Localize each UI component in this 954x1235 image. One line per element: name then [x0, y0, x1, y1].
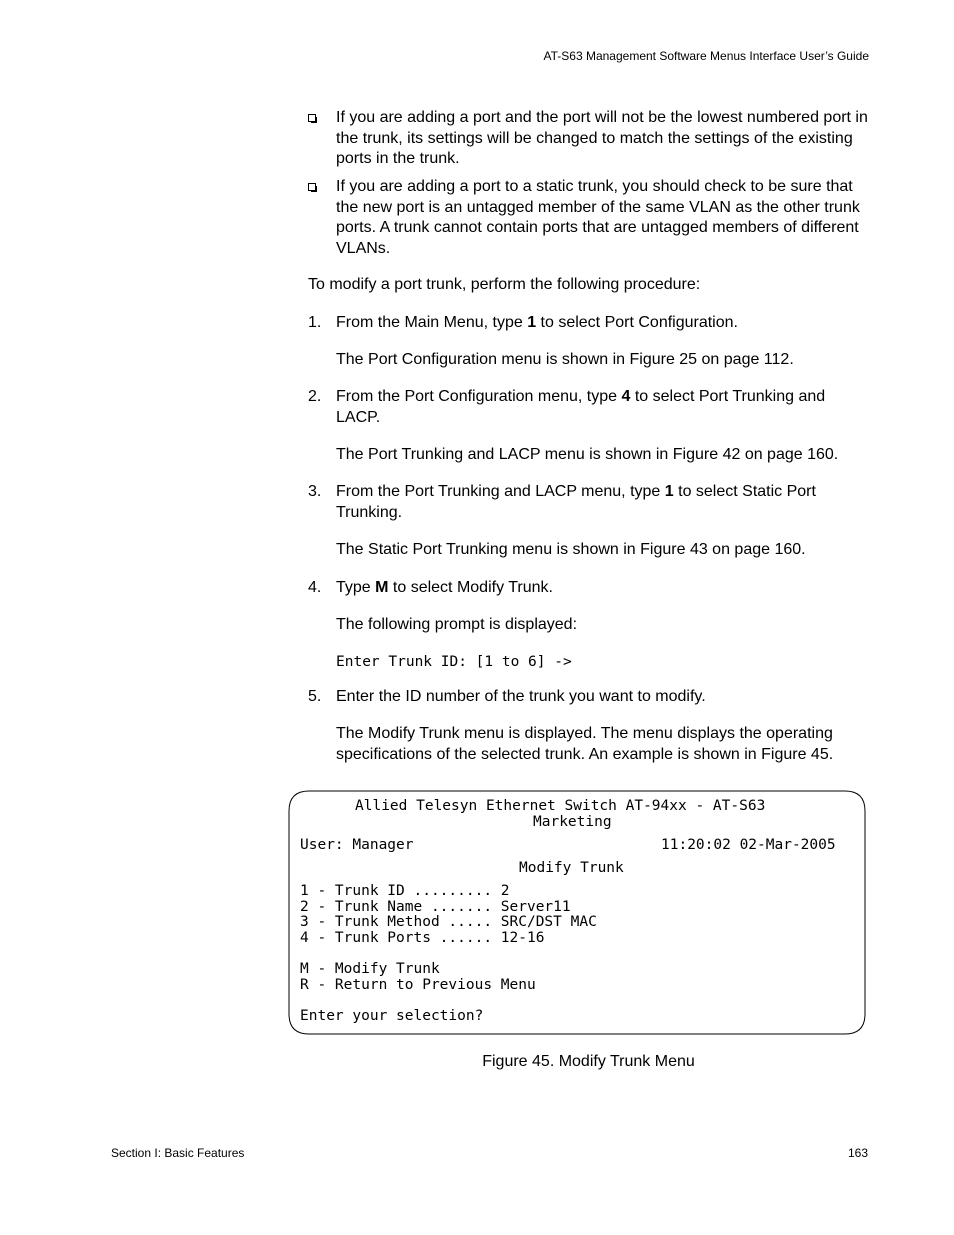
figure-caption: Figure 45. Modify Trunk Menu: [482, 1053, 695, 1070]
trunk-id-prompt: Enter Trunk ID: [1 to 6] ->: [336, 654, 572, 670]
step-text: Type: [336, 579, 376, 596]
step-note: The Static Port Trunking menu is shown in Figure 43 on page 160.: [336, 541, 806, 558]
step-text: From the Port Trunking and LACP menu, type: [336, 483, 665, 500]
step-4: [308, 578, 873, 599]
terminal-menu-item: 1 - Trunk ID ......... 2: [300, 883, 510, 899]
step-text: to select Static Port Trunking.: [336, 483, 816, 521]
step-number: 4.: [308, 579, 322, 596]
step-text: From the Port Configuration menu, type: [336, 388, 622, 405]
step-key: 1: [664, 483, 674, 500]
terminal-command: R - Return to Previous Menu: [300, 977, 536, 993]
footer-section: Section I: Basic Features: [111, 1146, 245, 1160]
step-3: [308, 482, 873, 523]
terminal-screen: [287, 790, 867, 1035]
checkbox-bullet-icon: [308, 114, 316, 122]
step-key: 1: [527, 314, 537, 331]
step-key: M: [375, 579, 389, 596]
step-text: From the Main Menu, type: [336, 314, 528, 331]
bullet-item: [308, 108, 873, 170]
step-number: 1.: [308, 314, 322, 331]
terminal-title: Allied Telesyn Ethernet Switch AT-94xx - AT-S63: [355, 798, 766, 814]
checkbox-bullet-icon: [308, 183, 316, 191]
step-note: The following prompt is displayed:: [336, 616, 578, 633]
step-note: The Port Configuration menu is shown in Figure 25 on page 112.: [336, 351, 794, 368]
step-text: to select Port Configuration.: [536, 314, 738, 331]
step-number: 3.: [308, 483, 322, 500]
step-1: [308, 313, 873, 334]
terminal-menu-item: 3 - Trunk Method ..... SRC/DST MAC: [300, 914, 597, 930]
terminal-command: M - Modify Trunk: [300, 961, 440, 977]
bullet-item: [308, 177, 873, 259]
step-note: The Port Trunking and LACP menu is shown in Figure 42 on page 160.: [336, 446, 839, 463]
bullet-text: If you are adding a port and the port will not be the lowest numbered port in the trunk, its settings will be changed to match the settings of the existing ports in the trunk.: [336, 109, 868, 167]
terminal-datetime: 11:20:02 02-Mar-2005: [661, 837, 836, 853]
step-2: [308, 387, 873, 428]
intro-paragraph: To modify a port trunk, perform the following procedure:: [308, 276, 701, 293]
terminal-selection-prompt: Enter your selection?: [300, 1008, 484, 1024]
step-key: 4: [621, 388, 631, 405]
page-number: 163: [847, 1146, 868, 1160]
step-5: [308, 687, 873, 708]
terminal-user: User: Manager: [300, 837, 414, 853]
step-text: Enter the ID number of the trunk you want to modify.: [336, 688, 706, 705]
running-header: AT-S63 Management Software Menus Interface User’s Guide: [543, 49, 869, 63]
step-text: to select Modify Trunk.: [388, 579, 553, 596]
terminal-subtitle: Marketing: [533, 814, 612, 830]
bullet-text: If you are adding a port to a static trunk, you should check to be sure that the new port is an untagged member of the same VLAN as the other trunk ports. A trunk cannot contain ports that are untagged members of different VLANs.: [336, 178, 860, 257]
terminal-menu-item: 2 - Trunk Name ....... Server11: [300, 899, 571, 915]
step-number: 2.: [308, 388, 322, 405]
step-note: The Modify Trunk menu is displayed. The menu displays the operating specifications of the selected trunk. An example is shown in Figure 45.: [336, 725, 834, 763]
terminal-menu-item: 4 - Trunk Ports ...... 12-16: [300, 930, 545, 946]
step-number: 5.: [308, 688, 322, 705]
terminal-menu-title: Modify Trunk: [519, 860, 624, 876]
step-text: to select Port Trunking and LACP.: [336, 388, 826, 426]
